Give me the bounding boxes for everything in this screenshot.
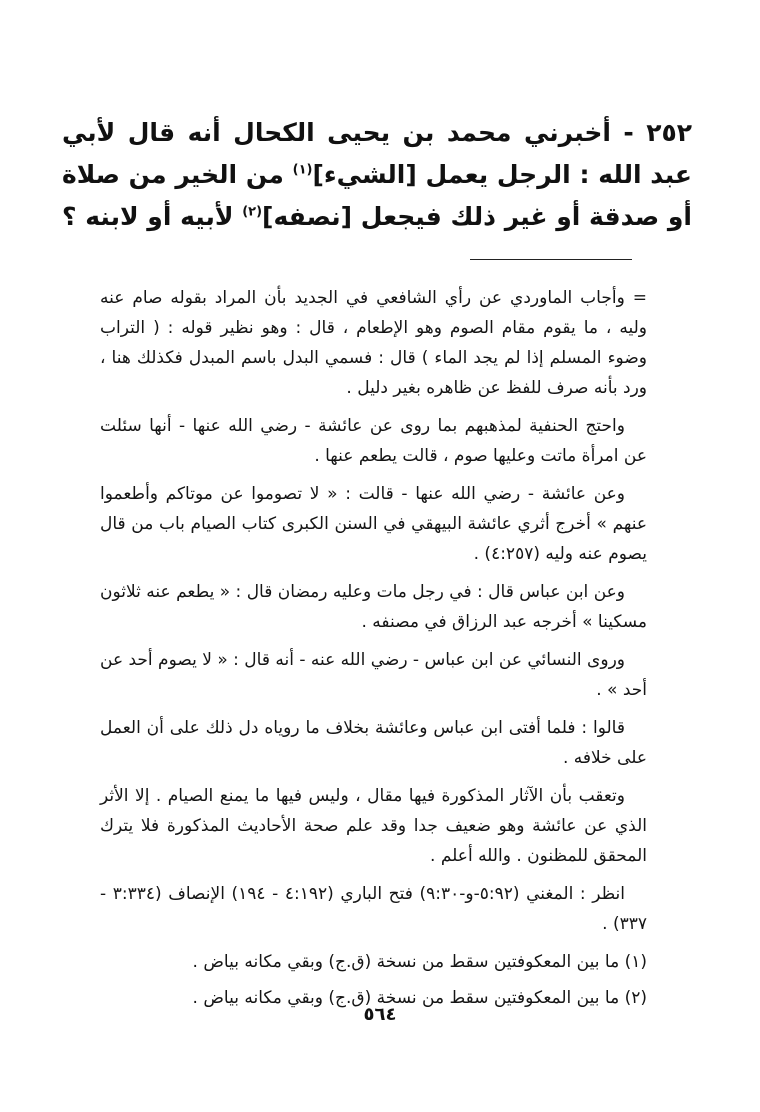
main-text-part-3: لأبيه أو لابنه ؟ [62, 202, 243, 231]
note-paragraph: وعن ابن عباس قال : في رجل مات وعليه رمضان قال : « يطعم عنه ثلاثون مسكينا » أخرجه عبد الرزاق في مصنفه . [100, 582, 647, 632]
main-text-part-1: - أخبرني محمد بن يحيى الكحال أنه قال لأبي عبد الله : الرجل يعمل [الشيء] [62, 118, 693, 189]
footnote-separator [470, 259, 632, 260]
main-text-block [62, 112, 692, 238]
page-number: ٥٦٤ [363, 1004, 397, 1025]
footnote-2: (٢) ما بين المعكوفتين سقط من نسخة (ق.ج) وبقي مكانه بياض . [192, 988, 647, 1008]
note-paragraph: قالوا : فلما أفتى ابن عباس وعائشة بخلاف ما روياه دل ذلك على أن العمل على خلافه . [100, 718, 647, 768]
note-paragraph: واحتج الحنفية لمذهبهم بما روى عن عائشة - رضي الله عنها - أنها سئلت عن امرأة ماتت وعليها صوم ، قالت يطعم عنها . [100, 416, 647, 466]
main-text-part-2: من الخير من صلاة أو صدقة أو غير ذلك فيجعل [نصفه] [62, 160, 692, 231]
note-paragraph: وتعقب بأن الآثار المذكورة فيها مقال ، وليس فيها ما يمنع الصيام . إلا الأثر الذي عن عائشة وهو ضعيف جدا وقد علم صحة الأحاديث المذكورة فلا يترك المحقق للمظنون . والله أعلم . [100, 786, 647, 866]
note-paragraph: وروى النسائي عن ابن عباس - رضي الله عنه - أنه قال : « لا يصوم أحد عن أحد » . [100, 650, 647, 700]
footnote-1: (١) ما بين المعكوفتين سقط من نسخة (ق.ج) وبقي مكانه بياض . [192, 952, 647, 972]
footnote-ref-2: (٢) [242, 204, 263, 220]
section-number: ٢٥٢ [646, 118, 692, 147]
note-paragraph: انظر : المغني (٥:٩٢-و-٩:٣٠) فتح الباري (٤:١٩٢ - ١٩٤) الإنصاف (٣:٣٣٤ - ٣٣٧) . [100, 884, 647, 934]
note-paragraph: = وأجاب الماوردي عن رأي الشافعي في الجديد بأن المراد بقوله صام عنه وليه ، ما يقوم مقام الصوم وهو الإطعام ، قال : وهو نظير قوله : ( التراب وضوء المسلم إذا لم يجد الماء ) قال : فسمي البدل باسم المبدل فكذلك هنا ، ورد بأنه صرف للفظ عن ظاهره بغير دليل . [100, 288, 647, 398]
note-paragraph: وعن عائشة - رضي الله عنها - قالت : « لا تصوموا عن موتاكم وأطعموا عنهم » أخرج أثري عائشة البيهقي في السنن الكبرى كتاب الصيام باب من قال يصوم عنه وليه (٤:٢٥٧) . [100, 484, 647, 564]
notes-block [100, 283, 647, 1019]
footnote-ref-1: (١) [292, 162, 313, 178]
